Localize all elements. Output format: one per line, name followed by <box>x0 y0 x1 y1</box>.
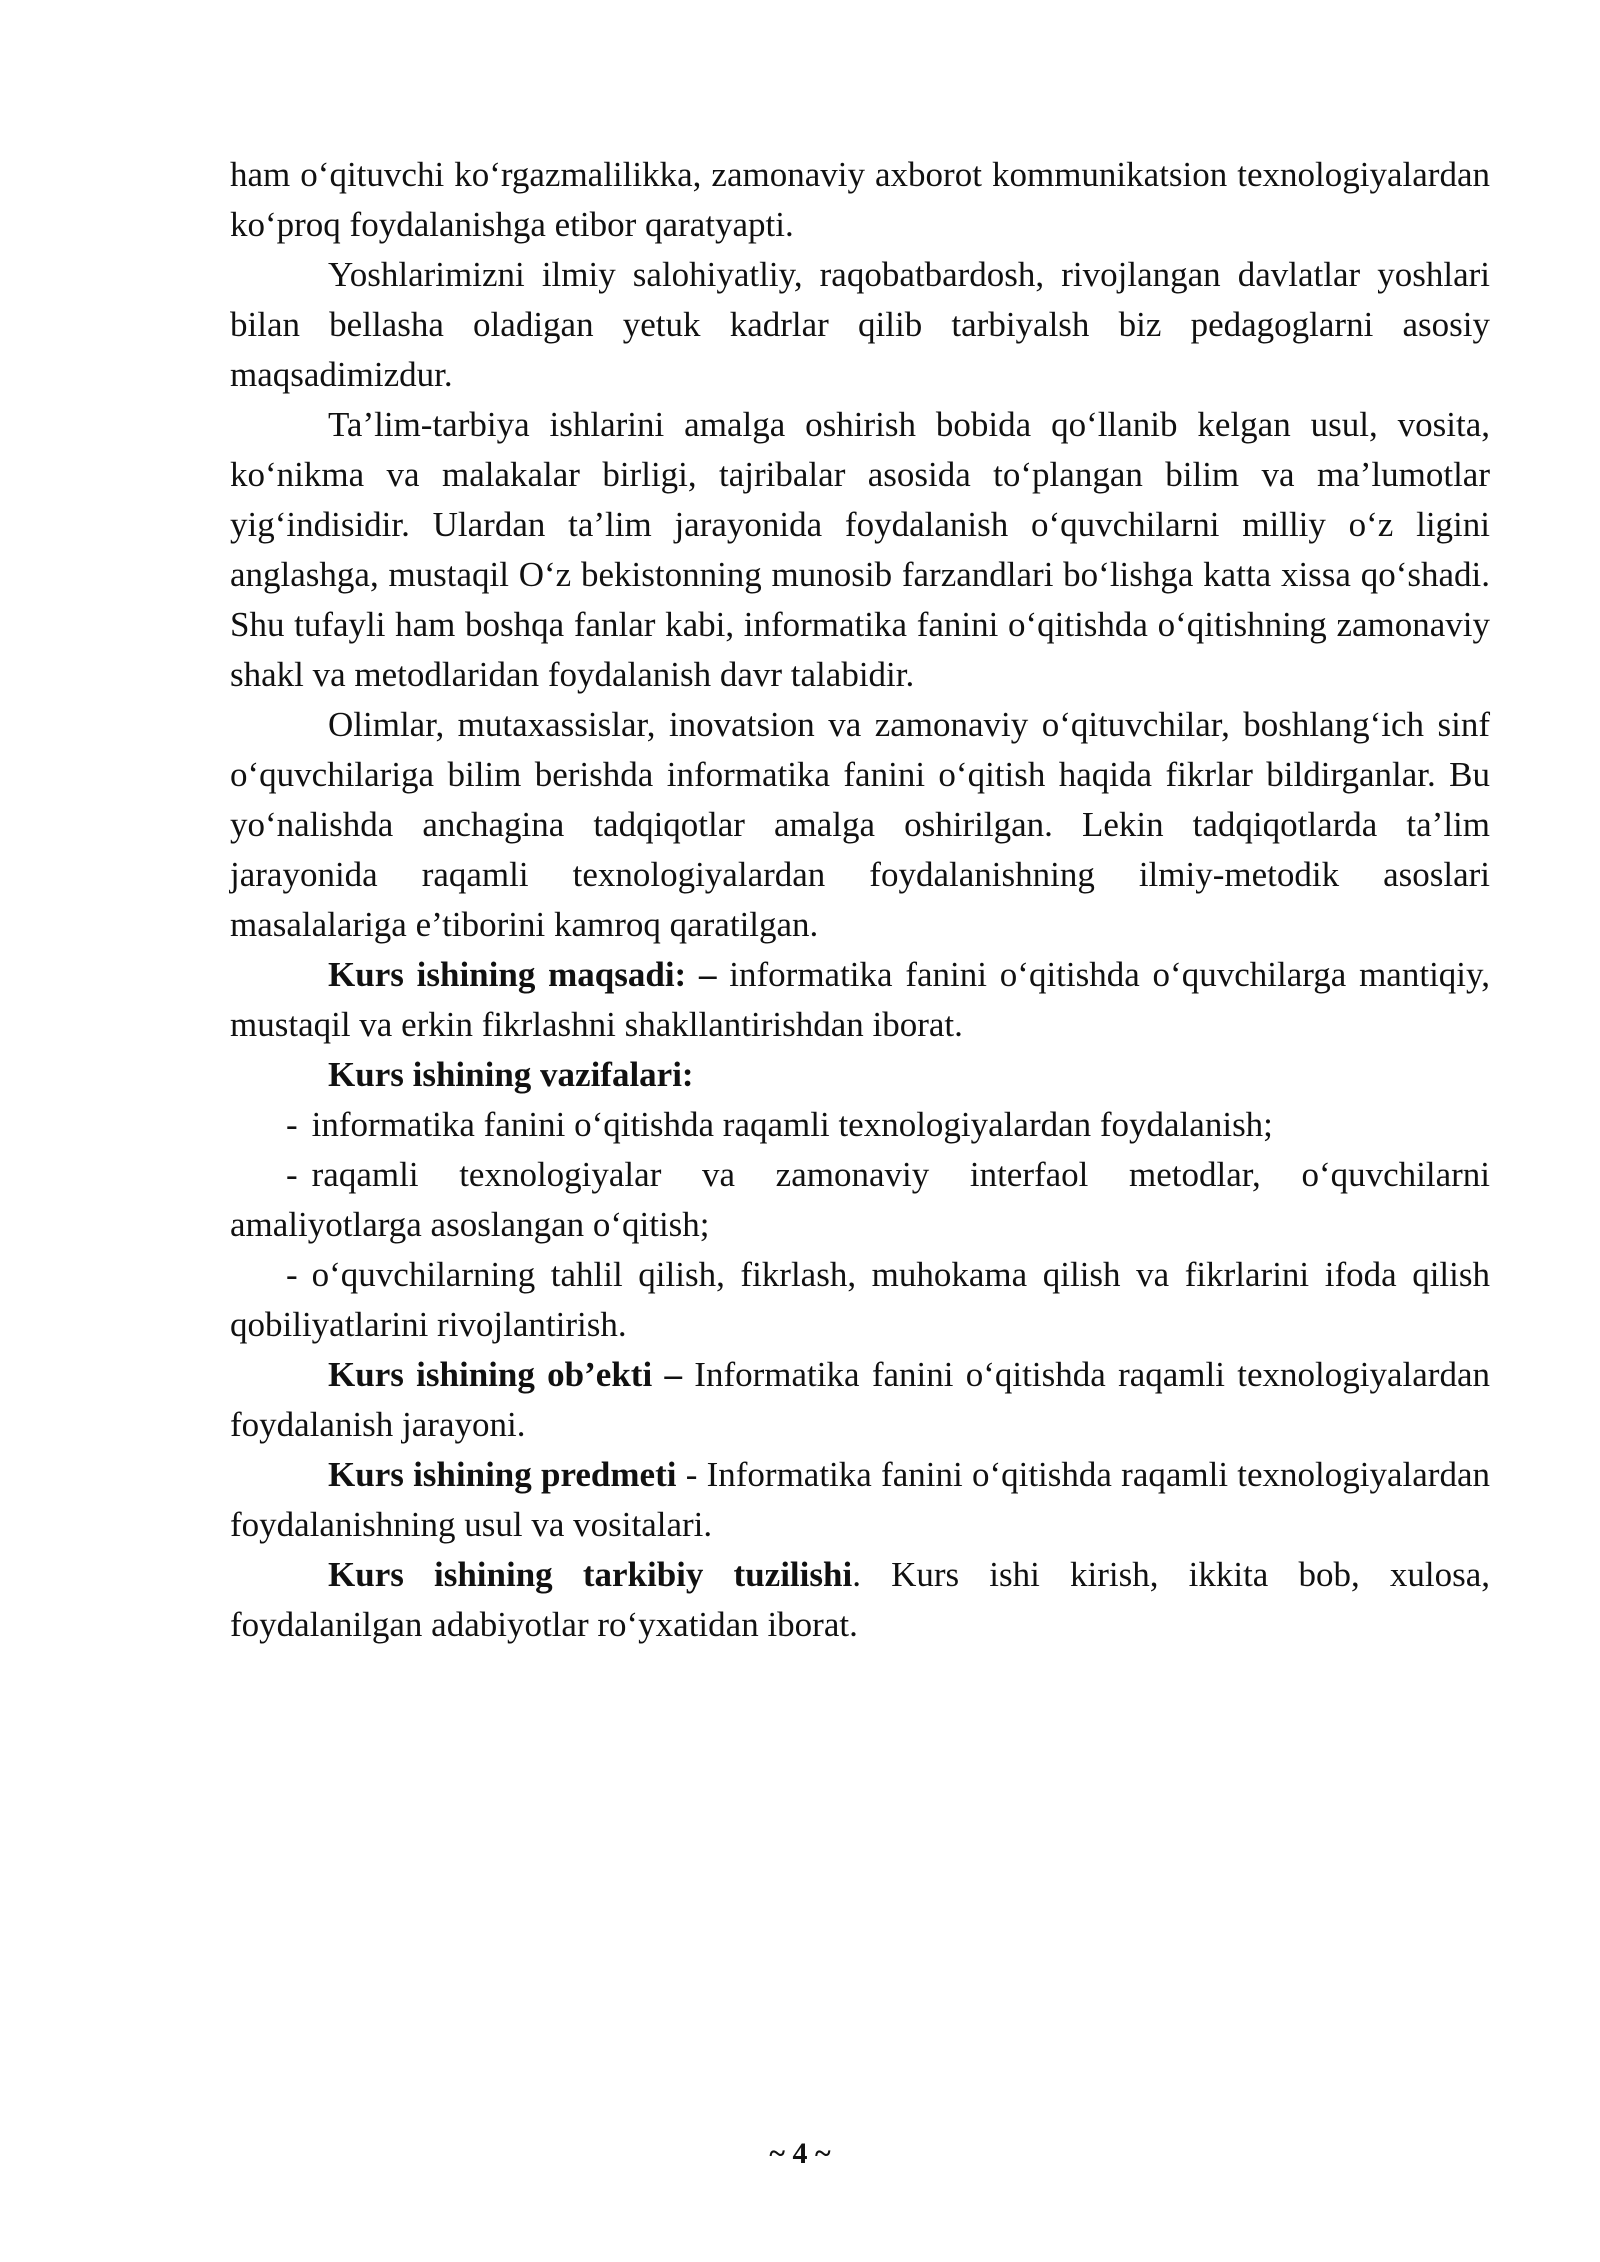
paragraph-education-methods: Ta’lim-tarbiya ishlarini amalga oshirish bobida qo‘llanib kelgan usul, vosita, ko‘nikma va malakalar birligi, tajribalar asosida to‘plangan bilim va ma’lumotlar yig‘indisidir. Ulardan ta’lim jarayonida foydalanish o‘quvchilarni milliy o‘z ligini anglashga, mustaqil O‘z bekistonning munosib farzandlari bo‘lishga katta xissa qo‘shadi. Shu tufayli ham boshqa fanlar kabi, informatika fanini o‘qitishda o‘qitishning zamonaviy shakl va metodlaridan foydalanish davr talabidir. <box>230 405 1490 694</box>
course-structure-text: . Kurs ishi kirish, ikkita bob, xulosa, foydalanilgan adabiyotlar ro‘yxatidan iborat. <box>230 1555 1490 1644</box>
course-tasks-label: Kurs ishining vazifalari: <box>328 1055 694 1094</box>
course-structure-label: Kurs ishining tarkibiy tuzilishi <box>328 1555 853 1594</box>
task-list-item <box>230 1250 1490 1350</box>
list-dash: - <box>286 1155 298 1194</box>
page-number: ~ 4 ~ <box>769 2137 831 2170</box>
paragraph-course-subject <box>230 1450 1490 1550</box>
paragraph-goals-youth: Yoshlarimizni ilmiy salohiyatliy, raqobatbardosh, rivojlangan davlatlar yoshlari bilan bellasha oladigan yetuk kadrlar qilib tarbiyalsh biz pedagoglarni asosiy maqsadimizdur. <box>230 255 1490 394</box>
course-subject-label: Kurs ishining predmeti <box>328 1455 677 1494</box>
paragraph-course-goal <box>230 950 1490 1050</box>
task-text: raqamli texnologiyalar va zamonaviy interfaol metodlar, o‘quvchilarni amaliyotlarga asoslangan o‘qitish; <box>230 1155 1490 1244</box>
task-text: o‘quvchilarning tahlil qilish, fikrlash, muhokama qilish va fikrlarini ifoda qilish qobiliyatlarini rivojlantirish. <box>230 1255 1490 1344</box>
task-text: informatika fanini o‘qitishda raqamli texnologiyalardan foydalanish; <box>311 1105 1273 1144</box>
course-subject-text: - Informatika fanini o‘qitishda raqamli texnologiyalardan foydalanishning usul va vositalari. <box>230 1455 1490 1544</box>
paragraph-research: Olimlar, mutaxassislar, inovatsion va zamonaviy o‘qituvchilar, boshlang‘ich sinf o‘quvchilariga bilim berishda informatika fanini o‘qitish haqida fikrlar bildirganlar. Bu yo‘nalishda anchagina tadqiqotlar amalga oshirilgan. Lekin tadqiqotlarda ta’lim jarayonida raqamli texnologiyalardan foydalanishning ilmiy-metodik asoslari masalalariga e’tiborini kamroq qaratilgan. <box>230 705 1490 944</box>
course-object-label: Kurs ishining ob’ekti – <box>328 1355 682 1394</box>
list-dash: - <box>286 1105 298 1144</box>
paragraph-course-structure <box>230 1550 1490 1650</box>
task-list-item <box>230 1150 1490 1250</box>
course-goal-label: Kurs ishining maqsadi: – <box>328 955 717 994</box>
paragraph-course-object <box>230 1350 1490 1450</box>
course-goal-text: informatika fanini o‘qitishda o‘quvchilarga mantiqiy, mustaqil va erkin fikrlashni shakllantirishdan iborat. <box>230 955 1490 1044</box>
document-body <box>230 150 1490 1650</box>
list-dash: - <box>286 1255 298 1294</box>
paragraph-continuation: ham o‘qituvchi ko‘rgazmalilikka, zamonaviy axborot kommunikatsion texnologiyalardan ko‘proq foydalanishga etibor qaratyapti. <box>230 155 1490 244</box>
course-object-text: Informatika fanini o‘qitishda raqamli texnologiyalardan foydalanish jarayoni. <box>230 1355 1490 1444</box>
task-list-item <box>230 1100 1490 1150</box>
paragraph-course-tasks-heading <box>230 1050 1490 1100</box>
